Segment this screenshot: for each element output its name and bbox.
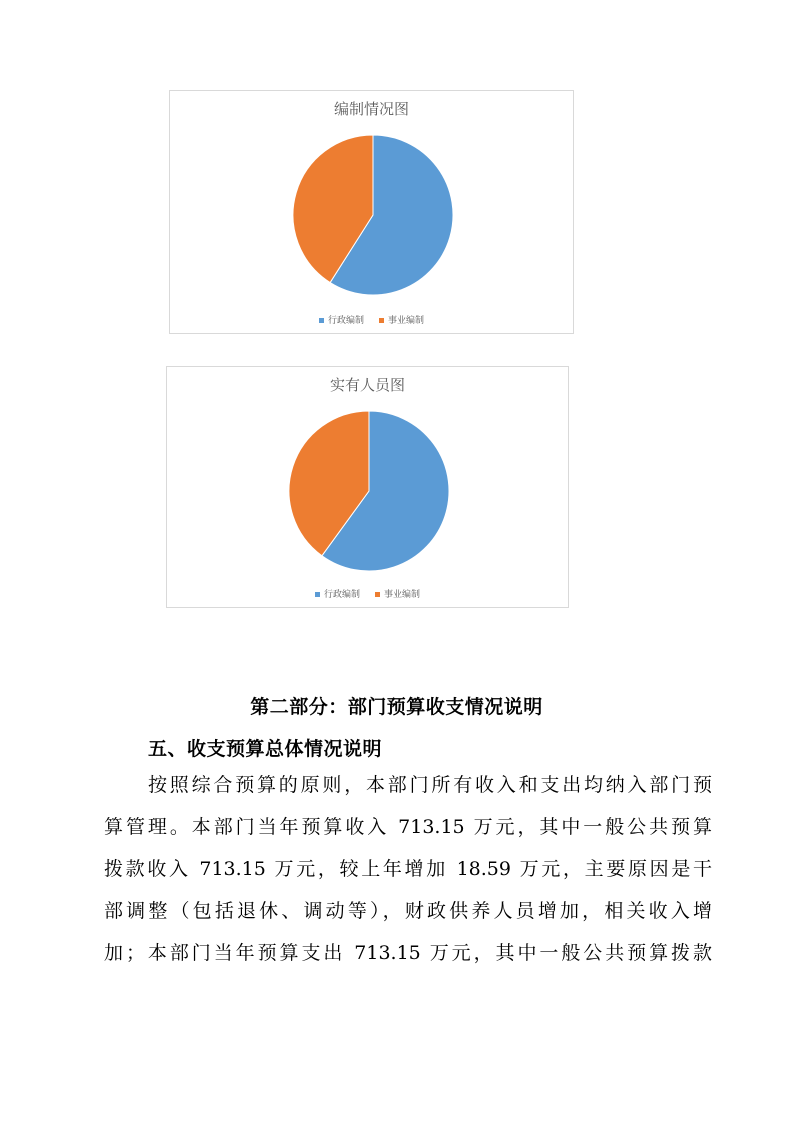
paragraph-line: 按照综合预算的原则，本部门所有收入和支出均纳入部门预 xyxy=(148,774,712,796)
legend-label: 事业编制 xyxy=(387,316,424,326)
paragraph-line: 部调整（包括退休、调动等），财政供养人员增加，相关收入增 xyxy=(104,900,712,922)
paragraph-line: 算管理。本部门当年预算收入 713.15 万元，其中一般公共预算 xyxy=(104,816,712,838)
pie-plot xyxy=(287,409,451,573)
chart-title: 编制情况图 xyxy=(333,100,409,118)
legend-swatch-blue xyxy=(319,318,324,323)
chart-title: 实有人员图 xyxy=(329,376,405,394)
paragraph-line: 拨款收入 713.15 万元，较上年增加 18.59 万元，主要原因是干 xyxy=(104,858,712,880)
section-heading: 五、收支预算总体情况说明 xyxy=(148,738,383,760)
part-title: 第二部分：部门预算收支情况说明 xyxy=(250,696,543,718)
legend-label: 行政编制 xyxy=(324,590,361,600)
legend-item xyxy=(319,313,364,326)
legend-swatch-blue xyxy=(315,592,320,597)
pie-plot xyxy=(291,133,455,297)
legend-label: 行政编制 xyxy=(328,316,365,326)
paragraph-line: 加；本部门当年预算支出 713.15 万元，其中一般公共预算拨款 xyxy=(104,942,712,964)
actual-staff-pie-chart xyxy=(166,366,569,608)
legend-item xyxy=(315,587,360,600)
legend-swatch-orange xyxy=(375,592,380,597)
staffing-pie-chart xyxy=(169,90,574,334)
chart-legend xyxy=(167,587,568,600)
legend-swatch-orange xyxy=(379,318,384,323)
legend-label: 事业编制 xyxy=(383,590,420,600)
chart-legend xyxy=(170,313,573,326)
legend-item xyxy=(379,313,424,326)
legend-item xyxy=(375,587,420,600)
